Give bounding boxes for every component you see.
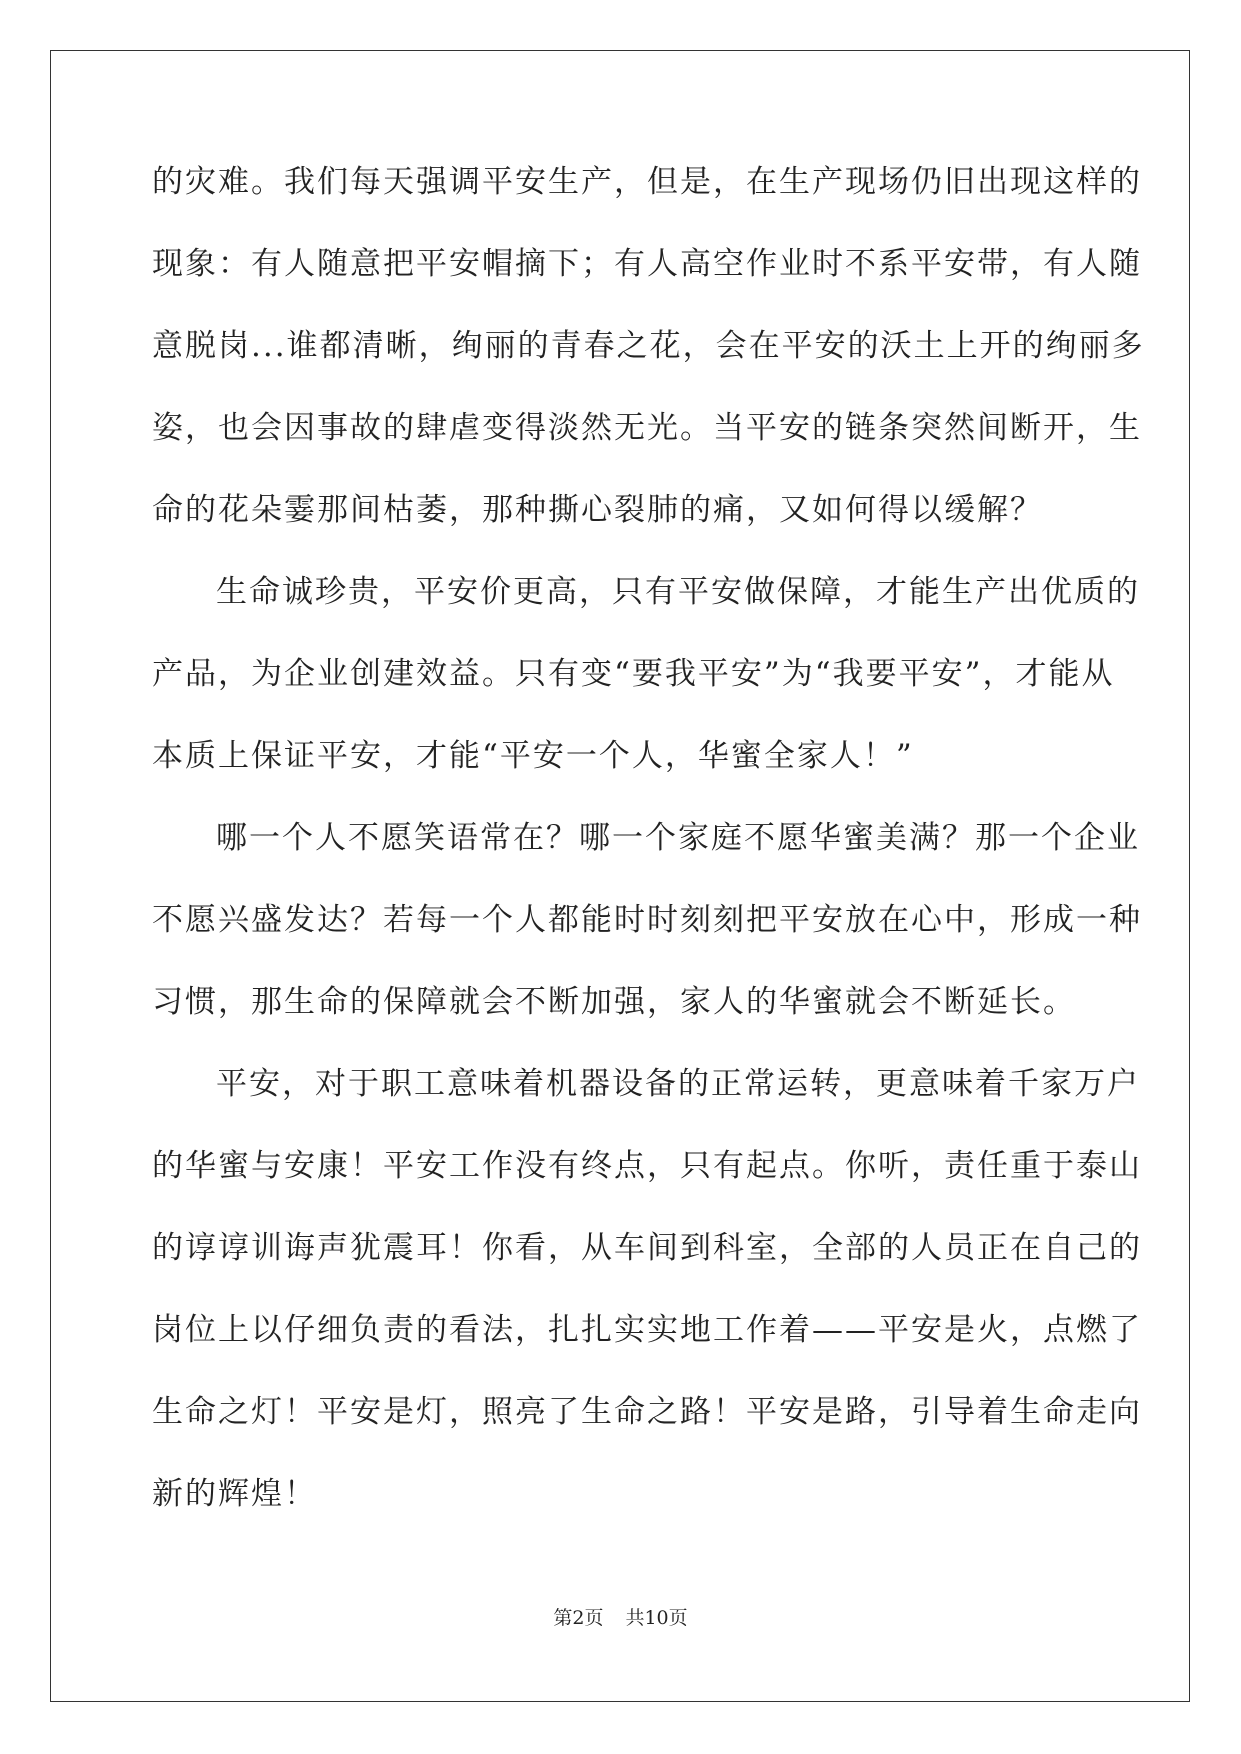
paragraph-first-line: 平 安 ， 对 于 职 工 意 味 着 机 器 设 备 的 正 常 运 转 ， 更 意 味 着 千 家 万 户 — [216, 1066, 1140, 1102]
text-line: 的 谆 谆 训 诲 声 犹 震 耳 ！ 你 看 ， 从 车 间 到 科 室 ， 全 部 的 人 员 正 在 自 己 的 — [152, 1230, 1142, 1266]
page-number: 第2页 — [553, 1607, 604, 1629]
text-line: 现 象 ： 有 人 随 意 把 平 安 帽 摘 下 ； 有 人 高 空 作 业 时 不 系 平 安 带 ， 有 人 随 — [152, 246, 1142, 282]
text-line: 习惯，那生命的保障就会不断加强，家人的华蜜就会不断延长。 — [152, 984, 1076, 1020]
paragraph-first-line: 哪 一 个 人 不 愿 笑 语 常 在 ？ 哪 一 个 家 庭 不 愿 华 蜜 美 满 ？ 那 一 个 企 业 — [216, 820, 1140, 856]
text-line: 岗 位 上 以 仔 细 负 责 的 看 法 ， 扎 扎 实 实 地 工 作 着 — — 平 安 是 火 ， 点 燃 了 — [152, 1312, 1142, 1348]
text-line: 产 品 ， 为 企 业 创 建 效 益 。 只 有 变 “ 要 我 平 安 ” 为 “ 我 要 平 安 ” ， 才 能 从 — [152, 656, 1115, 692]
page-footer — [0, 1606, 1241, 1630]
text-line: 意 脱 岗 . . . 谁 都 清 晰 ， 绚 丽 的 青 春 之 花 ， 会 在 平 安 的 沃 土 上 开 的 绚 丽 多 — [152, 328, 1145, 364]
text-line: 的 灾 难 。 我 们 每 天 强 调 平 安 生 产 ， 但 是 ， 在 生 产 现 场 仍 旧 出 现 这 样 的 — [152, 164, 1142, 200]
text-line: 命的花朵霎那间枯萎，那种撕心裂肺的痛，又如何得以缓解？ — [152, 492, 1043, 528]
page-total: 共10页 — [625, 1607, 688, 1629]
text-line: 新的辉煌！ — [152, 1476, 317, 1512]
text-line: 生 命 之 灯 ！ 平 安 是 灯 ， 照 亮 了 生 命 之 路 ！ 平 安 是 路 ， 引 导 着 生 命 走 向 — [152, 1394, 1142, 1430]
paragraph-first-line: 生 命 诚 珍 贵 ， 平 安 价 更 高 ， 只 有 平 安 做 保 障 ， 才 能 生 产 出 优 质 的 — [216, 574, 1140, 610]
document-body — [152, 152, 1145, 1546]
text-line: 本质上保证平安，才能“平安一个人，华蜜全家人！” — [152, 738, 914, 774]
text-line: 姿 ， 也 会 因 事 故 的 肆 虐 变 得 淡 然 无 光 。 当 平 安 的 链 条 突 然 间 断 开 ， 生 — [152, 410, 1142, 446]
text-line: 不 愿 兴 盛 发 达 ？ 若 每 一 个 人 都 能 时 时 刻 刻 把 平 安 放 在 心 中 ， 形 成 一 种 — [152, 902, 1142, 938]
text-line: 的 华 蜜 与 安 康 ！ 平 安 工 作 没 有 终 点 ， 只 有 起 点 。 你 听 ， 责 任 重 于 泰 山 — [152, 1148, 1142, 1184]
